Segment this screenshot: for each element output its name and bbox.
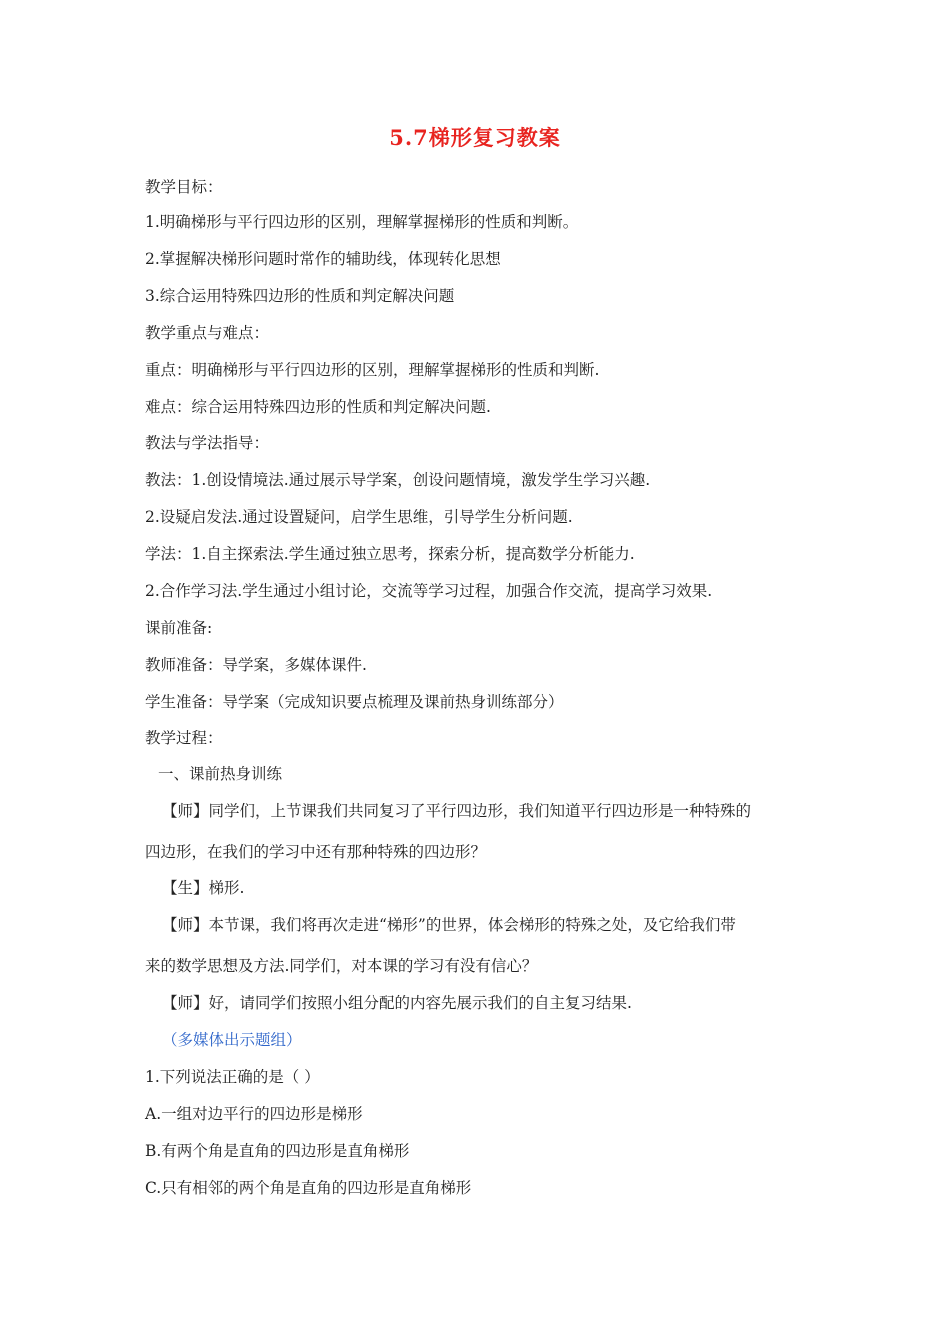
dialogue-line: 【师】好，请同学们按照小组分配的内容先展示我们的自主复习结果.	[162, 994, 632, 1012]
option-b: B.有两个角是直角的四边形是直角梯形	[145, 1142, 410, 1160]
multimedia-note: （多媒体出示题组）	[162, 1031, 302, 1049]
subsection-heading: 一、课前热身训练	[158, 765, 283, 783]
paragraph: 教师准备：导学案，多媒体课件.	[145, 656, 367, 674]
question: 1.下列说法正确的是（ ）	[145, 1068, 320, 1086]
dialogue-line: 【生】梯形.	[162, 879, 245, 897]
dialogue-line: 四边形，在我们的学习中还有那种特殊的四边形？	[145, 843, 487, 861]
paragraph: 2.合作学习法.学生通过小组讨论，交流等学习过程，加强合作交流，提高学习效果.	[145, 582, 713, 600]
paragraph: 2.掌握解决梯形问题时常作的辅助线，体现转化思想	[145, 250, 501, 268]
option-a: A.一组对边平行的四边形是梯形	[145, 1105, 363, 1123]
option-c: C.只有相邻的两个角是直角的四边形是直角梯形	[145, 1179, 472, 1197]
paragraph: 3.综合运用特殊四边形的性质和判定解决问题	[145, 287, 455, 305]
section-heading-methods: 教法与学法指导：	[145, 434, 270, 452]
paragraph: 学生准备：导学案（完成知识要点梳理及课前热身训练部分）	[145, 693, 564, 711]
paragraph: 教法：1.创设情境法.通过展示导学案，创设问题情境，激发学生学习兴趣.	[145, 471, 651, 489]
section-heading-process: 教学过程：	[145, 729, 223, 747]
section-heading-key-points: 教学重点与难点：	[145, 324, 270, 342]
paragraph: 2.设疑启发法.通过设置疑问，启学生思维，引导学生分析问题.	[145, 508, 573, 526]
paragraph: 难点：综合运用特殊四边形的性质和判定解决问题.	[145, 398, 491, 416]
section-heading-preparation: 课前准备:	[145, 619, 213, 637]
section-heading-objectives: 教学目标：	[145, 178, 223, 196]
document-title: 5.7梯形复习教案	[389, 125, 561, 150]
paragraph: 1.明确梯形与平行四边形的区别，理解掌握梯形的性质和判断。	[145, 213, 579, 231]
dialogue-line: 来的数学思想及方法.同学们，对本课的学习有没有信心？	[145, 957, 538, 975]
paragraph: 重点：明确梯形与平行四边形的区别，理解掌握梯形的性质和判断.	[145, 361, 600, 379]
dialogue-line: 【师】本节课，我们将再次走进“梯形”的世界，体会梯形的特殊之处，及它给我们带	[162, 916, 736, 934]
paragraph: 学法：1.自主探索法.学生通过独立思考，探索分析，提高数学分析能力.	[145, 545, 635, 563]
dialogue-line: 【师】同学们，上节课我们共同复习了平行四边形，我们知道平行四边形是一种特殊的	[162, 802, 752, 820]
